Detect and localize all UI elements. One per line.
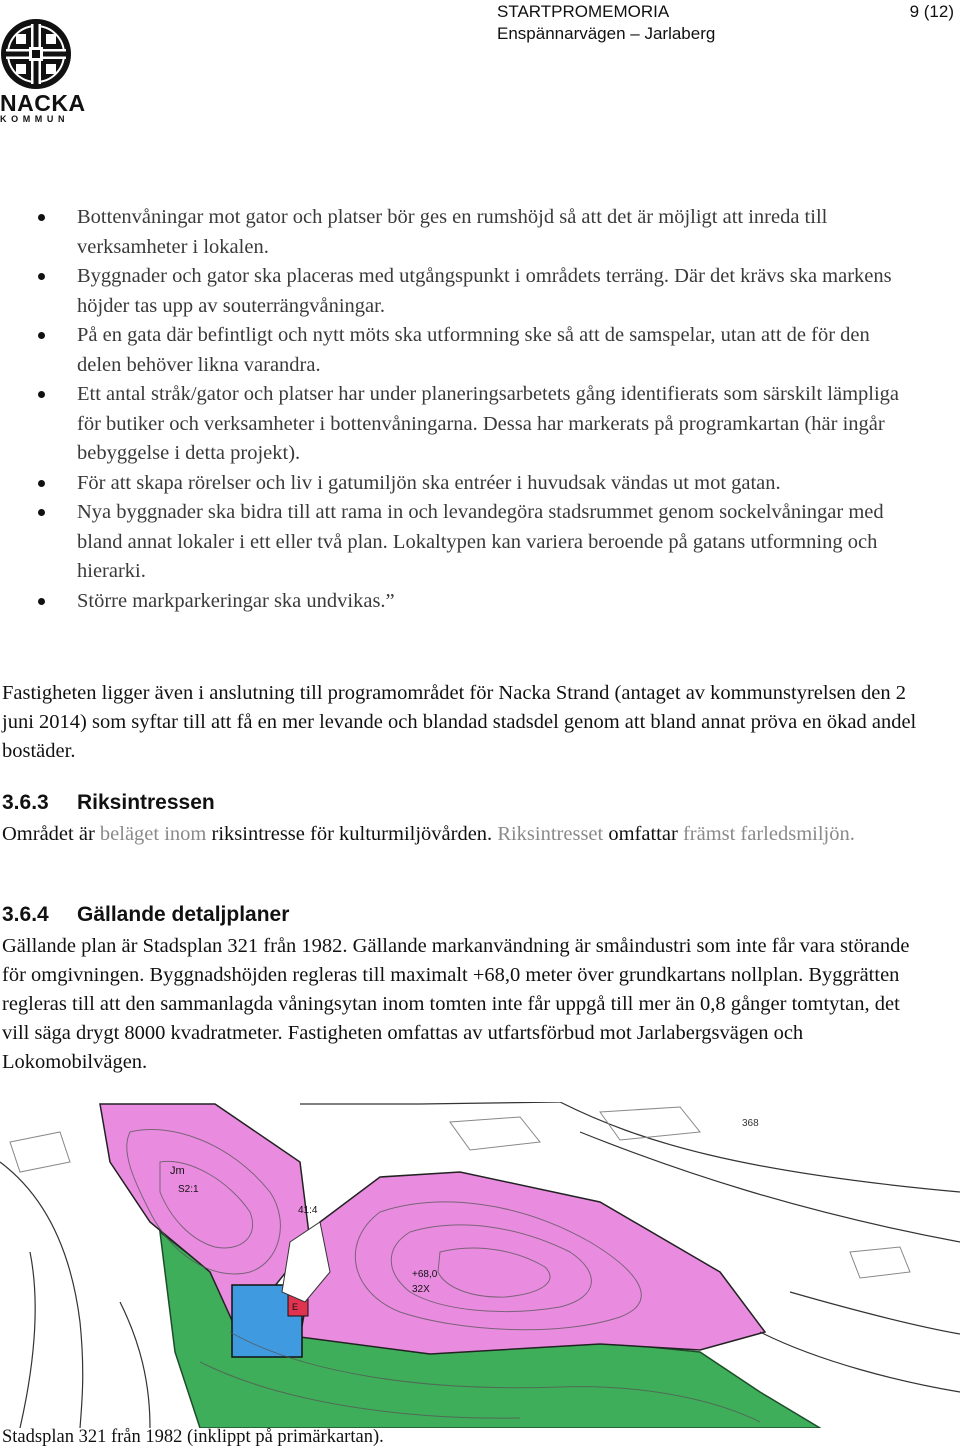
document-title: STARTPROMEMORIA bbox=[497, 2, 670, 21]
list-item: Större markparkeringar ska undvikas.” bbox=[0, 587, 900, 617]
nacka-emblem-icon bbox=[0, 18, 72, 90]
section-number: 3.6.4 bbox=[2, 903, 49, 926]
list-item: För att skapa rörelser och liv i gatumiljön ska entréer i huvudsak vändas ut mot gatan. bbox=[0, 469, 900, 499]
map-label: 41:4 bbox=[298, 1205, 318, 1216]
section-heading-detaljplaner bbox=[2, 902, 289, 928]
guideline-list bbox=[0, 203, 900, 616]
plan-map bbox=[0, 1102, 960, 1428]
list-item: Bottenvåningar mot gator och platser bör ges en rumshöjd så att det är möjligt att inreda till verksamheter i lokalen. bbox=[0, 203, 900, 262]
paragraph-detaljplaner: Gällande plan är Stadsplan 321 från 1982. Gällande markanvändning är småindustri som inte får vara störande för omgivningen. Byggnadshöjden regleras till maximalt +68,0 meter över grundkartans nollplan. Byggrätten regleras till att den sammanlagda våningsytan inom tomten inte får uppgå till mer än 0,8 gånger tomtytan, det vill säga drygt 8000 kvadratmeter. Fastigheten omfattas av utfartsförbud mot Jarlabergsvägen och Lokomobilvägen. bbox=[2, 935, 910, 1073]
document-subtitle: Enspännarvägen – Jarlaberg bbox=[497, 24, 716, 43]
map-label: E bbox=[292, 1302, 299, 1312]
list-item: Nya byggnader ska bidra till att rama in och levandegöra stadsrummet genom sockelvåningar med bland annat lokaler i ett eller två plan. Lokaltypen kan variera beroende på gatans utformning och hierarki. bbox=[0, 498, 900, 587]
map-label: 368 bbox=[742, 1118, 759, 1129]
text-run: riksintresse för kulturmiljövården. bbox=[206, 823, 498, 845]
text-run: beläget inom bbox=[99, 823, 207, 845]
text-run: Området är bbox=[2, 823, 100, 845]
paragraph-nacka-strand: Fastigheten ligger även i anslutning till programområdet för Nacka Strand (antaget av kommunstyrelsen den 2 juni 2014) som syftar till att få en mer levande och blandad stadsdel genom att bland annat pröva en ökad andel bostäder. bbox=[2, 682, 917, 762]
text-run: Riksintresset bbox=[497, 823, 604, 845]
page-number: 9 (12) bbox=[909, 2, 954, 21]
logo-sub: KOMMUN bbox=[0, 114, 70, 124]
paragraph-riksintressen bbox=[2, 820, 932, 849]
text-run: omfattar bbox=[603, 823, 683, 845]
list-item: Ett antal stråk/gator och platser har under planeringsarbetets gång identifierats som särskilt lämpliga för butiker och verksamheter i bottenvåningarna. Dessa har markerats på programkartan (här ingår bebyggelse i detta projekt). bbox=[0, 380, 900, 469]
section-number: 3.6.3 bbox=[2, 791, 49, 814]
list-item: På en gata där befintligt och nytt möts ska utformning ske så att de samspelar, utan att de för den delen behöver likna varandra. bbox=[0, 321, 900, 380]
map-label: +68,0 bbox=[412, 1269, 438, 1280]
map-label: 32X bbox=[412, 1284, 430, 1295]
map-label: S2:1 bbox=[178, 1184, 199, 1195]
text-run: främst farledsmiljön. bbox=[682, 823, 855, 845]
section-title: Riksintressen bbox=[77, 791, 215, 814]
list-item: Byggnader och gator ska placeras med utgångspunkt i områdets terräng. Där det krävs ska markens höjder tas upp av souterrängvåningar. bbox=[0, 262, 900, 321]
page-header bbox=[497, 1, 954, 45]
logo-name: NACKA bbox=[0, 90, 86, 116]
map-caption: Stadsplan 321 från 1982 (inklippt på primärkartan). bbox=[2, 1427, 384, 1447]
section-title: Gällande detaljplaner bbox=[77, 903, 290, 926]
map-label: Jm bbox=[170, 1165, 185, 1177]
section-heading-riksintressen bbox=[2, 790, 215, 816]
plan-map-drawing bbox=[0, 1102, 960, 1428]
nacka-logo bbox=[0, 18, 86, 125]
